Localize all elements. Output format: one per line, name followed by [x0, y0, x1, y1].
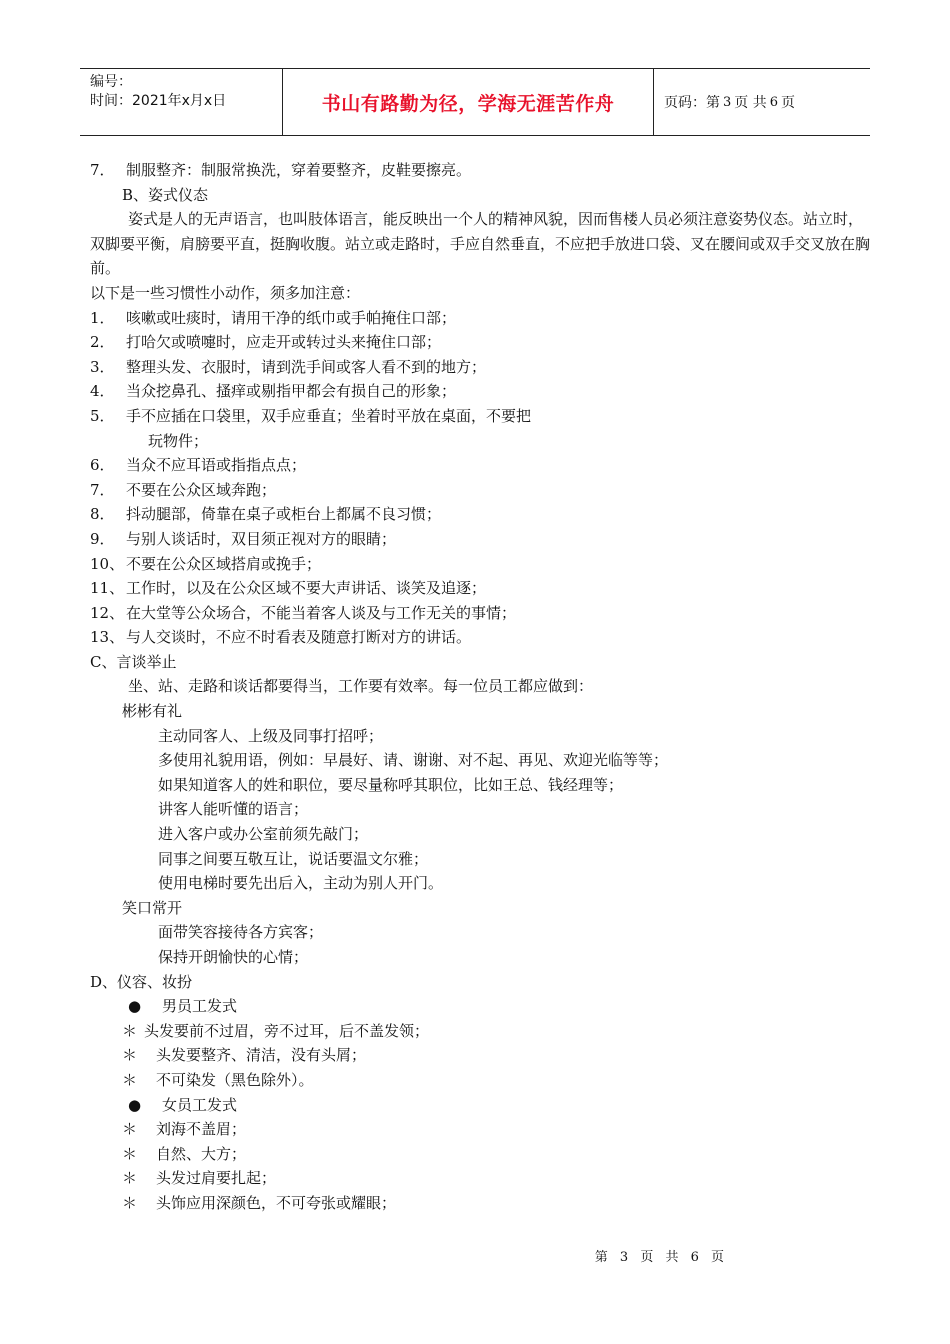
list-item: ＊ 头发要整齐、清洁，没有头屑； — [90, 1043, 870, 1068]
asterisk-icon: ＊ — [122, 1070, 138, 1089]
section-heading-c: C、言谈举止 — [90, 652, 177, 671]
asterisk-icon: ＊ — [122, 1120, 138, 1139]
list-item: 多使用礼貌用语，例如：早晨好、请、谢谢、对不起、再见、欢迎光临等等； — [158, 751, 669, 770]
list-item: 12、 在大堂等公众场合，不能当着客人谈及与工作无关的事情； — [90, 603, 517, 622]
asterisk-icon: ＊ — [122, 1021, 138, 1040]
page-prefix: 页码：第 — [664, 95, 720, 111]
polite-title: 彬彬有礼 — [122, 702, 183, 721]
list-item-continuation: 玩物件； — [148, 431, 209, 450]
list-item: ＊ 头发要前不过眉，旁不过耳，后不盖发领； — [90, 1019, 870, 1044]
date-label: 时间：2021年x月x日 — [90, 93, 227, 109]
list-item: 如果知道客人的姓和职位，要尽量称呼其职位，比如王总、钱经理等； — [158, 775, 624, 794]
list-item: 同事之间要互敬互让，说话要温文尔雅； — [158, 849, 429, 868]
header-page-number — [654, 69, 870, 135]
page-header — [80, 68, 870, 136]
list-item: 7． 不要在公众区域奔跑； — [90, 480, 277, 499]
page-current: 3 — [723, 94, 732, 110]
smile-title: 笑口常开 — [122, 898, 183, 917]
header-meta — [80, 69, 282, 135]
header-motto: 书山有路勤为径，学海无涯苦作舟 — [282, 69, 654, 135]
asterisk-icon: ＊ — [122, 1046, 138, 1065]
list-item: ＊ 自然、大方； — [90, 1142, 870, 1167]
list-item: 面带笑容接待各方宾客； — [158, 923, 324, 942]
code-label: 编号： — [90, 74, 132, 90]
list-item: 4． 当众挖鼻孔、搔痒或剔指甲都会有损自己的形象； — [90, 382, 457, 401]
female-hair-heading: ● 女员工发式 — [90, 1093, 870, 1118]
asterisk-icon: ＊ — [122, 1169, 138, 1188]
bullet-icon: ● — [128, 1095, 142, 1114]
polite-list — [90, 724, 870, 896]
list-item: 1． 咳嗽或吐痰时，请用干净的纸巾或手帕掩住口部； — [90, 308, 457, 327]
list-item: 进入客户或办公室前须先敲门； — [158, 825, 369, 844]
footer-page-number: 第 3 页 共 6 页 — [594, 1250, 728, 1265]
page-total: 6 — [769, 94, 779, 110]
list-item: 5． 手不应插在口袋里，双手应垂直；坐着时平放在桌面，不要把 — [90, 406, 532, 425]
bullet-icon: ● — [128, 997, 142, 1016]
list-item: 8． 抖动腿部，倚靠在桌子或柜台上都属不良习惯； — [90, 505, 442, 524]
list-item: ＊ 不可染发（黑色除外）。 — [90, 1068, 870, 1093]
list-item: 主动同客人、上级及同事打招呼； — [158, 726, 384, 745]
page-footer — [0, 1246, 950, 1265]
list-item: 9． 与别人谈话时，双目须正视对方的眼睛； — [90, 529, 397, 548]
list-item: 3． 整理头发、衣服时，请到洗手间或客人看不到的地方； — [90, 357, 487, 376]
male-hair-list — [90, 1019, 870, 1093]
list-item: ＊ 头饰应用深颜色，不可夸张或耀眼； — [90, 1191, 870, 1216]
male-hair-heading: ● 男员工发式 — [90, 994, 870, 1019]
page-suffix: 页 — [781, 95, 796, 111]
female-hair-list — [90, 1117, 870, 1215]
list-item: 保持开朗愉快的心情； — [158, 948, 309, 966]
section-heading-b: B、姿式仪态 — [122, 185, 209, 204]
list-item: ＊ 刘海不盖眉； — [90, 1117, 870, 1142]
smile-list — [90, 920, 870, 969]
asterisk-icon: ＊ — [122, 1144, 138, 1163]
page-mid: 页 共 — [734, 95, 767, 111]
asterisk-icon: ＊ — [122, 1193, 138, 1212]
list-item: 13、 与人交谈时，不应不时看表及随意打断对方的讲话。 — [90, 628, 472, 647]
habits-intro: 以下是一些习惯性小动作，须多加注意： — [90, 283, 361, 302]
list-item: 10、 不要在公众区域搭肩或挽手； — [90, 554, 322, 573]
habits-list-1 — [90, 306, 870, 454]
list-item: ＊ 头发过肩要扎起； — [90, 1166, 870, 1191]
list-item: 11、 工作时，以及在公众区域不要大声讲话、谈笑及追逐； — [90, 579, 487, 598]
document-body — [90, 158, 870, 1216]
list-item: 7． 制服整齐：制服常换洗，穿着要整齐，皮鞋要擦亮。 — [90, 161, 472, 179]
list-item: 讲客人能听懂的语言； — [158, 800, 309, 819]
list-item: 2． 打哈欠或喷嚏时，应走开或转过头来掩住口部； — [90, 333, 442, 352]
habits-list-2 — [90, 453, 870, 650]
section-b-paragraph: 姿式是人的无声语言，也叫肢体语言，能反映出一个人的精神风貌，因而售楼人员必须注意姿势仪态。站立时，双脚要平衡，肩膀要平直，挺胸收腹。站立或走路时，手应自然垂直，不应把手放进口袋、叉在腰间或双手交叉放在胸前。 — [90, 210, 871, 278]
section-c-paragraph: 坐、站、走路和谈话都要得当，工作要有效率。每一位员工都应做到： — [128, 677, 594, 696]
list-item: 使用电梯时要先出后入，主动为别人开门。 — [158, 874, 444, 893]
list-item: 6． 当众不应耳语或指指点点； — [90, 456, 307, 475]
section-heading-d: D、仪容、妆扮 — [90, 972, 193, 991]
